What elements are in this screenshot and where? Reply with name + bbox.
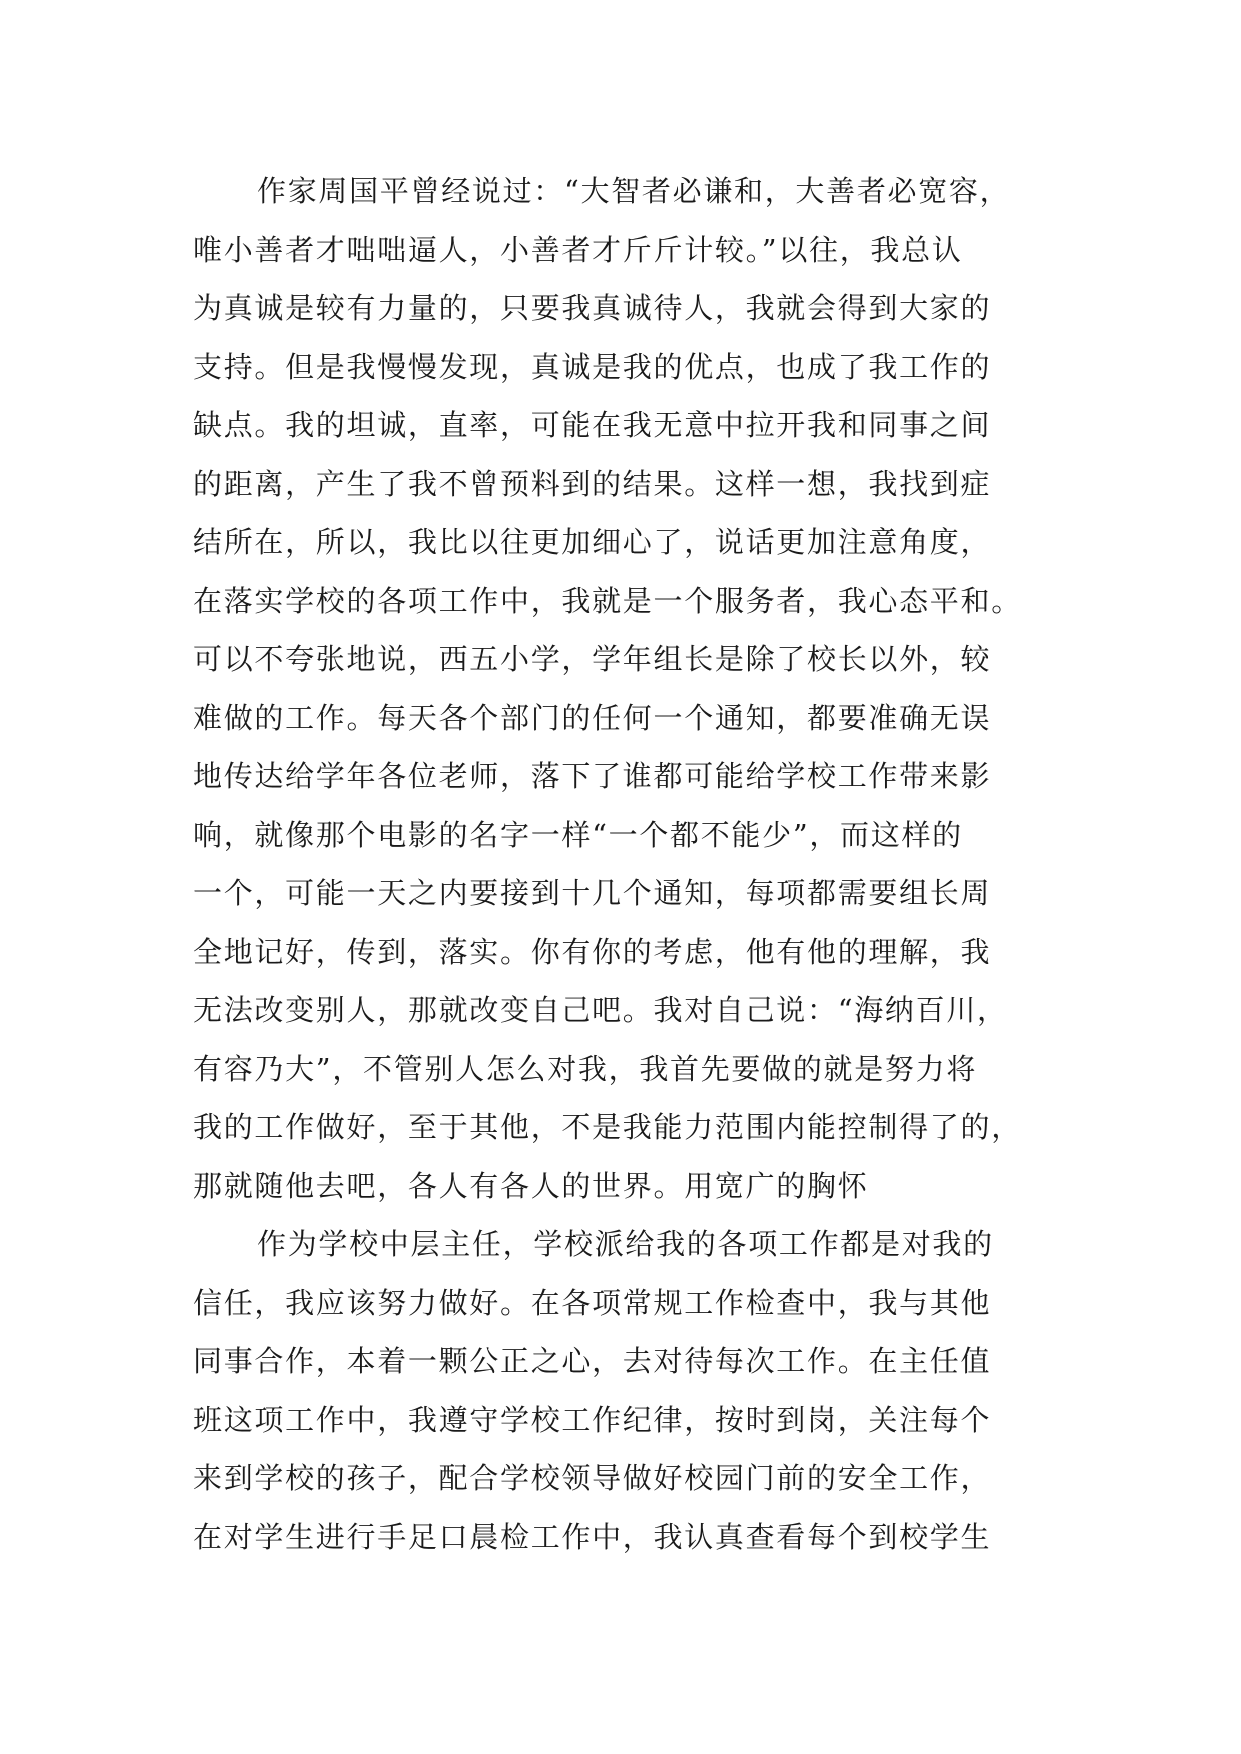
paragraph-1-line-2: 唯小善者才咄咄逼人，小善者才斤斤计较。”以往，我总认 bbox=[193, 232, 963, 267]
paragraph-1-line-16: 有容乃大”，不管别人怎么对我，我首先要做的就是努力将 bbox=[193, 1051, 978, 1086]
paragraph-1-line-17: 我的工作做好，至于其他，不是我能力范围内能控制得了的， bbox=[193, 1110, 1022, 1144]
paragraph-2-line-2: 信任，我应该努力做好。在各项常规工作检查中，我与其他 bbox=[193, 1285, 992, 1320]
body-text bbox=[193, 162, 1053, 1566]
paragraph-1-line-12: 响，就像那个电影的名字一样“一个都不能少”，而这样的 bbox=[193, 817, 963, 852]
paragraph-1-line-7: 结所在，所以，我比以往更加细心了，说话更加注意角度， bbox=[193, 525, 992, 559]
paragraph-2-line-3: 同事合作，本着一颗公正之心，去对待每次工作。在主任值 bbox=[193, 1344, 992, 1378]
paragraph-1-line-6: 的距离，产生了我不曾预料到的结果。这样一想，我找到症 bbox=[193, 466, 992, 501]
paragraph-1-line-4: 支持。但是我慢慢发现，真诚是我的优点，也成了我工作的 bbox=[193, 349, 992, 384]
paragraph-2-line-5: 来到学校的孩子，配合学校领导做好校园门前的安全工作， bbox=[193, 1461, 992, 1495]
paragraph-1-line-9: 可以不夸张地说，西五小学，学年组长是除了校长以外，较 bbox=[193, 642, 992, 676]
paragraph-1-line-5: 缺点。我的坦诚，直率，可能在我无意中拉开我和同事之间 bbox=[193, 408, 992, 442]
paragraph-1-line-10: 难做的工作。每天各个部门的任何一个通知，都要准确无误 bbox=[193, 700, 992, 735]
paragraph-1-line-8: 在落实学校的各项工作中，我就是一个服务者，我心态平和。 bbox=[193, 583, 1022, 618]
paragraph-1-line-15: 无法改变别人，那就改变自己吧。我对自己说：“海纳百川， bbox=[193, 993, 1008, 1027]
paragraph-1-line-18: 那就随他去吧，各人有各人的世界。用宽广的胸怀 bbox=[193, 1168, 869, 1203]
paragraph-2-line-1: 作为学校中层主任，学校派给我的各项工作都是对我的 bbox=[257, 1227, 994, 1261]
paragraph-1-line-11: 地传达给学年各位老师，落下了谁都可能给学校工作带来影 bbox=[193, 759, 992, 793]
paragraph-2-line-6: 在对学生进行手足口晨检工作中，我认真查看每个到校学生 bbox=[193, 1519, 992, 1554]
paragraph-1-line-14: 全地记好，传到，落实。你有你的考虑，他有他的理解，我 bbox=[193, 934, 992, 969]
paragraph-1-line-3: 为真诚是较有力量的，只要我真诚待人，我就会得到大家的 bbox=[193, 291, 992, 325]
paragraph-1-line-13: 一个，可能一天之内要接到十几个通知，每项都需要组长周 bbox=[193, 876, 992, 910]
paragraph-2-line-4: 班这项工作中，我遵守学校工作纪律，按时到岗，关注每个 bbox=[193, 1402, 992, 1437]
paragraph-1-line-1: 作家周国平曾经说过：“大智者必谦和，大善者必宽容， bbox=[257, 174, 1011, 208]
